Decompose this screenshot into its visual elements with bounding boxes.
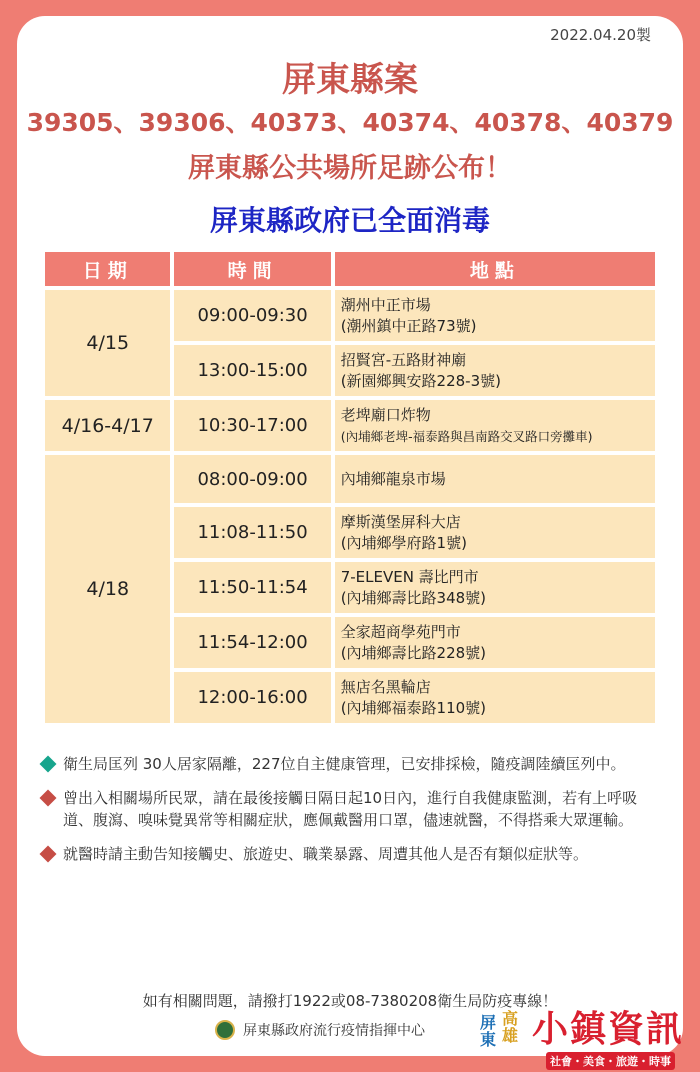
date-cell: 4/15 <box>45 290 170 396</box>
place-address: (內埔鄉老埤-福泰路與昌南路交叉路口旁攤車) <box>340 428 593 444</box>
brand-right-chars: 高雄 <box>502 1009 519 1045</box>
brand-left-chars: 屏東 <box>480 1013 497 1049</box>
header-date: 日期 <box>45 252 170 286</box>
footprint-table <box>41 248 659 727</box>
time-cell: 08:00-09:00 <box>174 455 330 503</box>
government-seal-icon <box>215 1020 235 1040</box>
diamond-bullet-icon <box>40 790 57 807</box>
date-stamp: 2022.04.20製 <box>550 26 651 44</box>
case-numbers: 39305、39306、40373、40374、40378、40379 <box>26 108 674 137</box>
place-cell <box>335 562 655 613</box>
brand-tagline: 社會・美食・旅遊・時事 <box>546 1052 675 1070</box>
brand-watermark <box>480 1010 684 1070</box>
county-case-title: 屏東縣案 <box>282 60 418 100</box>
time-cell: 12:00-16:00 <box>174 672 330 723</box>
place-address: (內埔鄉福泰路110號) <box>340 698 487 717</box>
footer-org-name: 屏東縣政府流行疫情指揮中心 <box>243 1023 425 1039</box>
contact-hotline: 如有相關問題，請撥打1922或08-7380208衛生局防疫專線！ <box>142 992 558 1010</box>
time-cell: 11:08-11:50 <box>174 507 330 558</box>
date-cell: 4/16-4/17 <box>45 400 170 451</box>
place-address: (內埔鄉壽比路228號) <box>340 643 487 662</box>
header-place: 地點 <box>335 252 655 286</box>
place-cell <box>335 290 655 341</box>
notes-list <box>37 753 667 877</box>
footprint-table-wrap <box>41 248 659 727</box>
time-cell: 11:50-11:54 <box>174 562 330 613</box>
date-cell: 4/18 <box>45 455 170 723</box>
announcement-card <box>17 16 685 1068</box>
time-cell: 10:30-17:00 <box>174 400 330 451</box>
place-name: 摩斯漢堡屏科大店 <box>340 512 461 531</box>
place-cell <box>335 617 655 668</box>
place-name: 7-ELEVEN 壽比門市 <box>340 567 479 586</box>
place-name: 老埤廟口炸物 <box>340 405 431 424</box>
table-row <box>45 400 655 451</box>
time-cell: 09:00-09:30 <box>174 290 330 341</box>
time-cell: 11:54-12:00 <box>174 617 330 668</box>
place-address: (內埔鄉壽比路348號) <box>340 588 487 607</box>
time-cell: 13:00-15:00 <box>174 345 330 396</box>
diamond-bullet-icon <box>40 846 57 863</box>
place-name: 潮州中正市場 <box>340 295 431 314</box>
place-cell <box>335 345 655 396</box>
place-cell <box>335 400 655 451</box>
place-name: 全家超商學苑門市 <box>340 622 461 641</box>
place-address: (潮州鎮中正路73號) <box>340 316 477 335</box>
note-text: 曾出入相關場所民眾，請在最後接觸日隔日起10日內，進行自我健康監測，若有上呼吸道、腹瀉、嗅味覺異常等相關症狀，應佩戴醫用口罩，儘速就醫，不得搭乘大眾運輸。 <box>63 789 638 829</box>
place-name: 無店名黑輪店 <box>340 677 431 696</box>
disinfected-title: 屏東縣政府已全面消毒 <box>209 204 490 237</box>
table-row <box>45 290 655 341</box>
place-address: (新園鄉興安路228-3號) <box>340 371 501 390</box>
table-row <box>45 455 655 503</box>
announcement-title: 屏東縣公共場所足跡公布！ <box>188 153 512 184</box>
place-cell <box>335 455 655 503</box>
place-name: 招賢宮-五路財神廟 <box>340 350 467 369</box>
brand-title: 小鎮資訊 <box>532 1009 685 1050</box>
brand-main <box>532 1010 684 1070</box>
note-text: 衛生局匡列 30人居家隔離，227位自主健康管理，已安排採檢，隨疫調陸續匡列中。 <box>63 755 626 773</box>
place-name: 內埔鄉龍泉市場 <box>340 469 446 488</box>
place-address: (內埔鄉學府路1號) <box>340 533 467 552</box>
note-item <box>37 787 667 831</box>
header-time: 時間 <box>174 252 330 286</box>
note-item <box>37 843 667 865</box>
note-item <box>37 753 667 775</box>
place-cell <box>335 507 655 558</box>
note-text: 就醫時請主動告知接觸史、旅遊史、職業暴露、周遭其他人是否有類似症狀等。 <box>63 845 589 863</box>
place-cell <box>335 672 655 723</box>
brand-vertical-chars <box>480 1010 528 1070</box>
footer-org <box>215 1020 425 1040</box>
diamond-bullet-icon <box>40 756 57 773</box>
